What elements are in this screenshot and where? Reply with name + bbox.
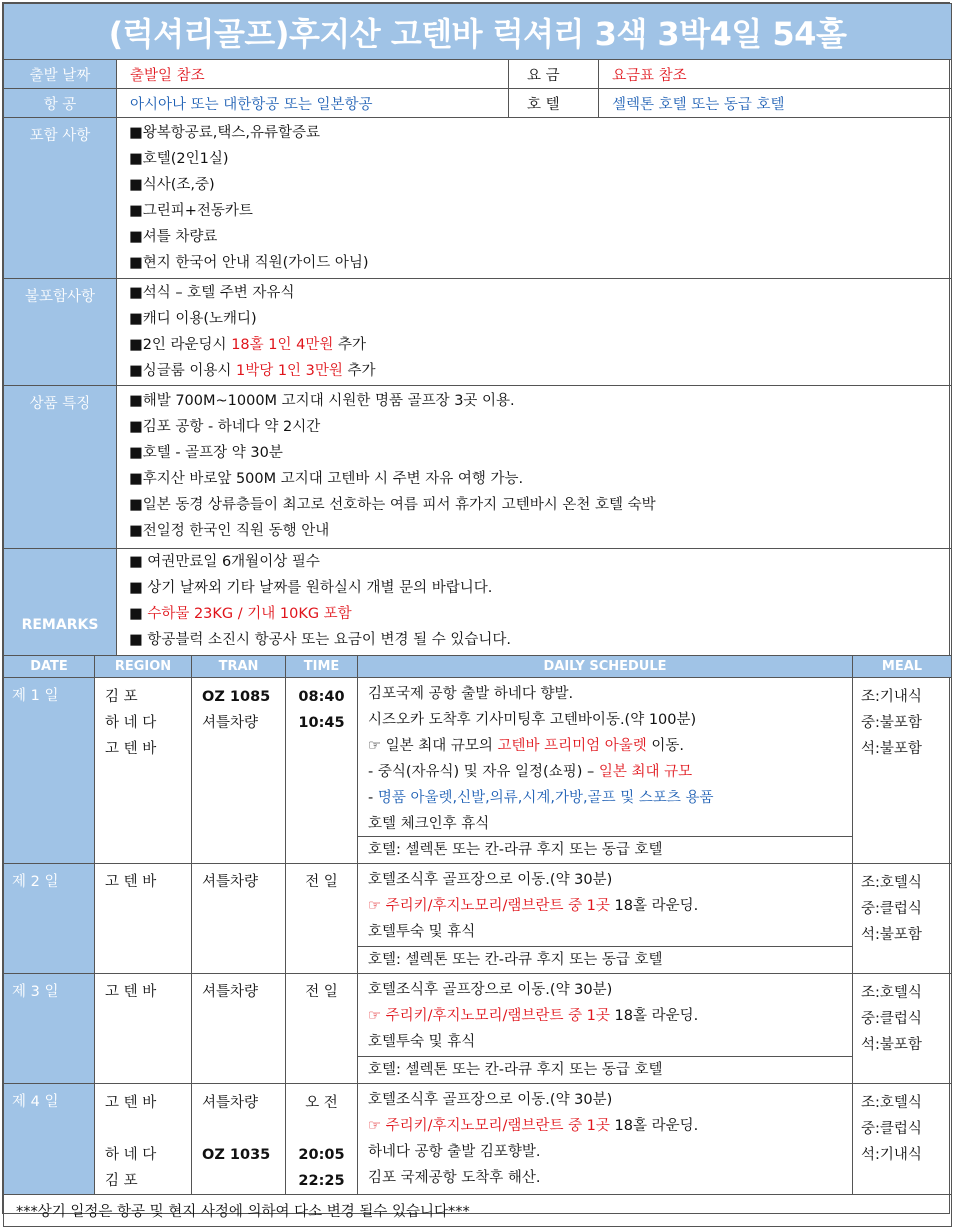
schedule-header-row xyxy=(4,656,952,678)
time-cell xyxy=(286,1084,358,1195)
schedule-line: 호텔조식후 골프장으로 이동.(약 30분) xyxy=(368,982,613,998)
day-label: 제 4 일 xyxy=(4,1084,95,1195)
features-label: 상품 특징 xyxy=(4,386,117,549)
time-cell: 전 일 xyxy=(286,864,358,974)
meal-item: 조:호텔식 xyxy=(861,985,922,1001)
time-value: 오 전 xyxy=(305,1095,338,1111)
feature-item: ■해발 700M~1000M 고지대 시원한 명품 골프장 3곳 이용. xyxy=(129,393,515,409)
meal-cell xyxy=(853,1084,952,1195)
excluded-text: 추가 xyxy=(333,337,366,353)
schedule-line: 김포 국제공항 도착후 해산. xyxy=(368,1170,541,1186)
itinerary-sheet xyxy=(2,2,950,1220)
hotel-line: 호텔: 셀렉톤 또는 칸-라큐 후지 또는 동급 호텔 xyxy=(358,1056,852,1083)
transport-cell: 셔틀차량 xyxy=(192,974,286,1084)
schedule-line: 호텔조식후 골프장으로 이동.(약 30분) xyxy=(368,1092,613,1108)
col-daily-header: DAILY SCHEDULE xyxy=(358,656,853,678)
feature-item: ■전일정 한국인 직원 동행 안내 xyxy=(129,523,330,539)
day-label: 제 2 일 xyxy=(4,864,95,974)
time-cell: 전 일 xyxy=(286,974,358,1084)
schedule-table xyxy=(3,655,952,1227)
time-value: 10:45 xyxy=(298,715,345,731)
meal-item: 석:불포함 xyxy=(861,927,922,943)
meal-item: 중:클럽식 xyxy=(861,901,922,917)
schedule-line: 시즈오카 도착후 기사미팅후 고텐바이동.(약 100분) xyxy=(368,712,697,728)
excluded-text: ■싱글룸 이용시 xyxy=(129,363,236,379)
depart-date-label: 출발 날짜 xyxy=(4,60,117,89)
hotel-value: 셀렉톤 호텔 또는 동급 호텔 xyxy=(599,89,952,118)
time-value: 22:25 xyxy=(298,1173,345,1189)
meal-item: 석:불포함 xyxy=(861,741,922,757)
hotel-line: 호텔: 셀렉톤 또는 칸-라큐 후지 또는 동급 호텔 xyxy=(358,946,852,973)
meal-item: 중:불포함 xyxy=(861,715,922,731)
hotel-line: 호텔: 셀렉톤 또는 칸-라큐 후지 또는 동급 호텔 xyxy=(358,836,852,863)
daily-schedule-cell xyxy=(358,974,853,1084)
remark-item: ■ 상기 날짜외 기타 날짜를 원하실시 개별 문의 바랍니다. xyxy=(129,580,493,596)
transport-cell xyxy=(192,678,286,864)
airline-value: 아시아나 또는 대한항공 또는 일본항공 xyxy=(117,89,509,118)
remark-item: ■ 항공블럭 소진시 항공사 또는 요금이 변경 될 수 있습니다. xyxy=(129,632,511,648)
daily-schedule-cell xyxy=(358,678,853,864)
transport-name xyxy=(202,1168,285,1194)
daily-schedule-cell xyxy=(358,1084,853,1195)
remark-baggage-highlight: 수하물 23KG / 기내 10KG 포함 xyxy=(147,606,352,622)
schedule-text: - xyxy=(368,790,378,806)
excluded-item xyxy=(129,332,951,358)
flight-number: OZ 1085 xyxy=(202,689,271,705)
meal-item: 조:기내식 xyxy=(861,689,922,705)
remark-bullet: ■ xyxy=(129,606,148,622)
time-value xyxy=(286,1116,357,1142)
schedule-highlight: ☞ 주리키/후지노모리/램브란트 중 1곳 xyxy=(368,898,610,914)
meal-item: 중:클럽식 xyxy=(861,1121,922,1137)
excluded-item xyxy=(129,358,951,384)
transport-name: 셔틀차량 xyxy=(202,715,259,731)
col-time-header: TIME xyxy=(286,656,358,678)
region-name: 김 포 xyxy=(105,689,138,705)
remarks-list xyxy=(117,549,952,656)
daily-schedule-cell xyxy=(358,864,853,974)
excluded-text: 추가 xyxy=(342,363,376,379)
schedule-row-day3 xyxy=(4,974,952,1084)
schedule-text: ☞ 일본 최대 규모의 xyxy=(368,738,498,754)
meal-item: 석:기내식 xyxy=(861,1147,922,1163)
region-cell: 고 텐 바 xyxy=(95,864,192,974)
excluded-list xyxy=(117,279,952,386)
fee-label: 요 금 xyxy=(509,60,599,89)
meal-item: 조:호텔식 xyxy=(861,1095,922,1111)
meal-cell xyxy=(853,864,952,974)
schedule-highlight: 일본 최대 규모 xyxy=(598,764,693,780)
flight-number: OZ 1035 xyxy=(202,1147,271,1163)
feature-item: ■일본 동경 상류층들이 최고로 선호하는 여름 피서 휴가지 고텐바시 온천 호텔 숙박 xyxy=(129,497,656,513)
excluded-item: ■석식 – 호텔 주변 자유식 xyxy=(129,285,295,301)
schedule-line: 호텔조식후 골프장으로 이동.(약 30분) xyxy=(368,872,613,888)
schedule-line xyxy=(368,733,852,759)
schedule-text: 18홀 라운딩. xyxy=(609,1008,699,1024)
features-list xyxy=(117,386,952,549)
schedule-line xyxy=(368,759,852,785)
transport-cell xyxy=(192,1084,286,1195)
page-title: (럭셔리골프)후지산 고텐바 럭셔리 3색 3박4일 54홀 xyxy=(4,4,952,60)
time-value: 20:05 xyxy=(298,1147,345,1163)
footer-note: ***상기 일정은 항공 및 현지 사정에 의하여 다소 변경 될수 있습니다*** xyxy=(4,1195,952,1227)
schedule-line: 호텔투숙 및 휴식 xyxy=(368,924,476,940)
region-name: 고 텐 바 xyxy=(105,1095,157,1111)
excluded-item: ■캐디 이용(노캐디) xyxy=(129,311,257,327)
col-tran-header: TRAN xyxy=(192,656,286,678)
excluded-price-highlight: 1박당 1인 3만원 xyxy=(235,363,343,379)
region-name: 하 네 다 xyxy=(105,1147,157,1163)
included-item: ■호텔(2인1실) xyxy=(129,151,229,167)
excluded-label: 불포함사항 xyxy=(4,279,117,386)
day-label: 제 1 일 xyxy=(4,678,95,864)
schedule-row-day2 xyxy=(4,864,952,974)
meal-cell xyxy=(853,974,952,1084)
schedule-highlight: ☞ 주리키/후지노모리/램브란트 중 1곳 xyxy=(368,1008,610,1024)
schedule-line xyxy=(368,893,852,919)
remark-item: ■ 여권만료일 6개월이상 필수 xyxy=(129,554,320,570)
included-item: ■셔틀 차량료 xyxy=(129,229,218,245)
col-meal-header: MEAL xyxy=(853,656,952,678)
fee-value: 요금표 참조 xyxy=(599,60,952,89)
schedule-text: 18홀 라운딩. xyxy=(609,1118,699,1134)
region-name: 하 네 다 xyxy=(105,715,157,731)
included-label: 포함 사항 xyxy=(4,118,117,279)
feature-item: ■김포 공항 - 하네다 약 2시간 xyxy=(129,419,321,435)
feature-item: ■호텔 - 골프장 약 30분 xyxy=(129,445,283,461)
schedule-line xyxy=(368,1113,852,1139)
region-name xyxy=(105,1116,191,1142)
included-item: ■현지 한국어 안내 직원(가이드 아님) xyxy=(129,255,369,271)
region-name: 김 포 xyxy=(105,1173,138,1189)
schedule-line: 호텔 체크인후 휴식 xyxy=(368,816,490,832)
schedule-highlight-blue: 명품 아울렛,신발,의류,시계,가방,골프 및 스포츠 용품 xyxy=(377,790,714,806)
transport-cell: 셔틀차량 xyxy=(192,864,286,974)
details-table xyxy=(3,117,952,656)
schedule-line xyxy=(368,785,852,811)
region-cell xyxy=(95,1084,192,1195)
included-item: ■식사(조,중) xyxy=(129,177,215,193)
schedule-line: 호텔투숙 및 휴식 xyxy=(368,1034,476,1050)
airline-label: 항 공 xyxy=(4,89,117,118)
excluded-text: ■2인 라운딩시 xyxy=(129,337,232,353)
schedule-text: - 중식(자유식) 및 자유 일정(쇼핑) – xyxy=(368,764,599,780)
remarks-label: REMARKS xyxy=(4,549,117,656)
schedule-row-day4 xyxy=(4,1084,952,1195)
schedule-highlight: 고텐바 프리미엄 아울렛 xyxy=(497,738,647,754)
remark-item xyxy=(129,601,951,627)
meal-cell xyxy=(853,678,952,864)
transport-name: 셔틀차량 xyxy=(202,1095,259,1111)
included-item: ■왕복항공료,택스,유류할증료 xyxy=(129,125,321,141)
schedule-row-day1 xyxy=(4,678,952,864)
time-cell xyxy=(286,678,358,864)
included-item: ■그린피+전동카트 xyxy=(129,203,253,219)
included-list xyxy=(117,118,952,279)
region-name: 고 텐 바 xyxy=(105,741,157,757)
info-table xyxy=(3,3,952,118)
schedule-text: 18홀 라운딩. xyxy=(609,898,699,914)
hotel-label: 호 텔 xyxy=(509,89,599,118)
excluded-price-highlight: 18홀 1인 4만원 xyxy=(231,337,334,353)
meal-item: 석:불포함 xyxy=(861,1037,922,1053)
schedule-line xyxy=(368,1003,852,1029)
feature-item: ■후지산 바로앞 500M 고지대 고텐바 시 주변 자유 여행 가능. xyxy=(129,471,524,487)
depart-date-value: 출발일 참조 xyxy=(117,60,509,89)
meal-item: 중:클럽식 xyxy=(861,1011,922,1027)
schedule-line: 김포국제 공항 출발 하네다 향발. xyxy=(368,686,574,702)
region-cell xyxy=(95,678,192,864)
col-date-header: DATE xyxy=(4,656,95,678)
schedule-text: 이동. xyxy=(646,738,685,754)
day-label: 제 3 일 xyxy=(4,974,95,1084)
transport-name xyxy=(202,1116,285,1142)
schedule-highlight: ☞ 주리키/후지노모리/램브란트 중 1곳 xyxy=(368,1118,610,1134)
region-cell: 고 텐 바 xyxy=(95,974,192,1084)
col-region-header: REGION xyxy=(95,656,192,678)
time-value: 08:40 xyxy=(298,689,345,705)
schedule-line: 하네다 공항 출발 김포향발. xyxy=(368,1144,541,1160)
meal-item: 조:호텔식 xyxy=(861,875,922,891)
